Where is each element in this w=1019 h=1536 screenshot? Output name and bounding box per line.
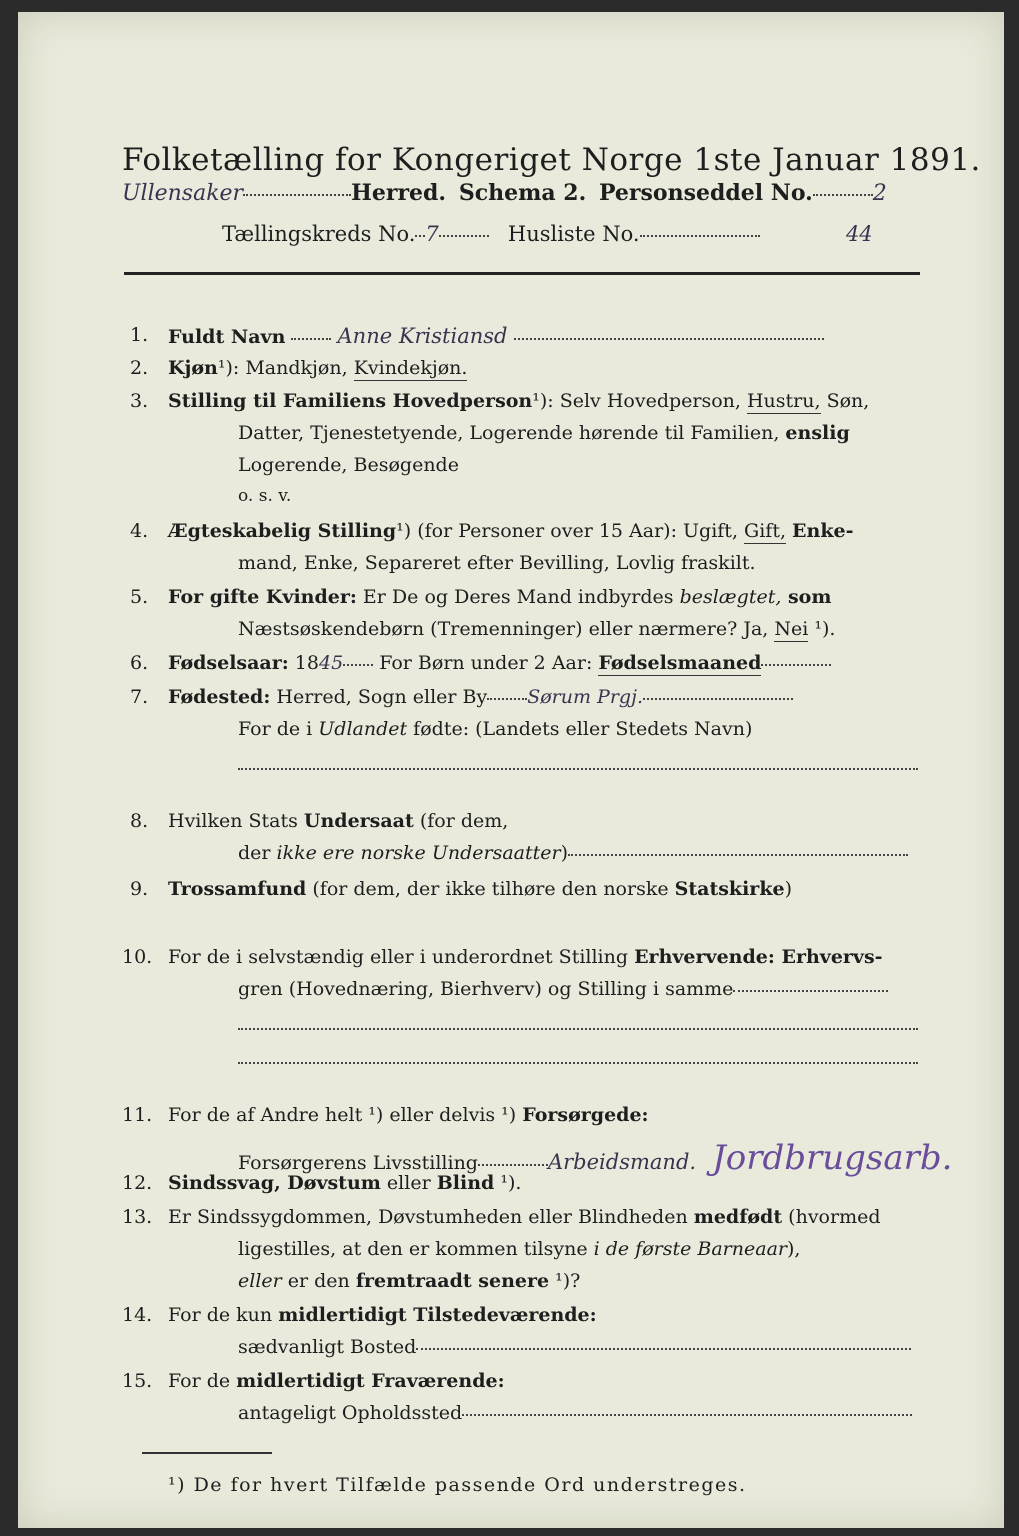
item-10-fill-line-2 — [238, 1062, 918, 1064]
item-10-line2-text: gren (Hovednæring, Bierhverv) og Stilling i samme — [238, 978, 734, 1000]
item-1-value: Anne Kristiansd — [337, 324, 508, 348]
item-2-text: ¹): Mandkjøn, — [217, 357, 354, 379]
item-13-line3-text: er den — [281, 1270, 356, 1292]
item-7-value: Sørum Prgj. — [527, 686, 644, 708]
taellingskreds-value: 7 — [425, 222, 439, 246]
item-14-label: midlertidigt Tilstedeværende: — [278, 1304, 597, 1326]
item-15-line2 — [238, 1402, 912, 1424]
item-number: 3. — [130, 390, 149, 412]
header-rule — [124, 272, 920, 275]
item-10-line2 — [238, 978, 888, 1000]
item-15-text: For de — [168, 1370, 237, 1392]
item-number: 4. — [130, 520, 149, 542]
item-3-line3: Logerende, Besøgende — [238, 454, 459, 476]
item-10-label: Erhvervende: Erhvervs- — [634, 946, 883, 968]
item-number: 10. — [122, 946, 153, 968]
item-10-text: For de i selvstændig eller i underordnet Stilling — [168, 946, 635, 968]
item-7-line2-text: fødte: (Landets eller Stedets Navn) — [407, 718, 753, 740]
item-5-underlined: Nei — [774, 618, 809, 640]
item-2-label: Kjøn — [168, 357, 218, 379]
item-11-value-b: Jordbrugsarb. — [712, 1138, 953, 1178]
item-6-label: Fødselsaar: — [168, 652, 289, 674]
item-3-row — [168, 390, 869, 412]
item-number: 7. — [130, 686, 149, 708]
footnote-rule — [142, 1452, 272, 1454]
item-number: 14. — [122, 1304, 153, 1326]
item-15-line2-text: antageligt Opholdssted — [238, 1402, 463, 1424]
schema-label: Schema 2. — [458, 180, 587, 206]
item-3-line2 — [238, 422, 850, 444]
item-8-label: Undersaat — [303, 810, 414, 832]
item-5-row — [168, 586, 831, 608]
item-4-text: ¹) (for Personer over 15 Aar): Ugift, — [396, 520, 745, 542]
item-7-line2 — [238, 718, 752, 740]
form-title: Folketælling for Kongeriget Norge 1ste Januar 1891. — [122, 142, 981, 178]
item-7-label: Fødested: — [168, 686, 271, 708]
item-9-bold: Statskirke — [674, 878, 785, 900]
item-12-label: Sindssvag, Døvstum — [168, 1172, 381, 1194]
item-7-text: Herred, Sogn eller By — [270, 686, 488, 708]
item-5-line2-end: ¹). — [808, 618, 836, 640]
item-3-label: Stilling til Familiens Hovedperson — [168, 390, 533, 412]
item-4-line2: mand, Enke, Separeret efter Bevilling, Lovlig fraskilt. — [238, 552, 756, 574]
item-3-line4: o. s. v. — [238, 486, 292, 506]
item-number: 15. — [122, 1370, 153, 1392]
item-15-label: midlertidigt Fraværende: — [236, 1370, 505, 1392]
item-number: 2. — [130, 357, 149, 379]
item-9-text: ) — [784, 878, 792, 900]
item-13-line3-italic: eller — [238, 1270, 282, 1292]
item-8-text: Hvilken Stats — [168, 810, 304, 832]
item-13-line3 — [238, 1270, 580, 1292]
item-10-row — [168, 946, 883, 968]
footnote: ¹) De for hvert Tilfælde passende Ord understreges. — [168, 1474, 747, 1496]
item-8-line2-text: der — [238, 842, 277, 864]
item-5-italic: beslægtet, — [679, 586, 782, 608]
item-number: 9. — [130, 878, 149, 900]
header-line-3 — [222, 222, 873, 246]
item-6-text: For Børn under 2 Aar: — [379, 652, 599, 674]
item-2-row — [168, 357, 467, 379]
item-14-line2 — [238, 1336, 911, 1358]
item-number: 8. — [130, 810, 149, 832]
item-number: 11. — [122, 1104, 153, 1126]
item-11-row — [168, 1104, 649, 1126]
item-6-row — [168, 652, 831, 674]
item-6-prefix: 18 — [288, 652, 319, 674]
item-2-underlined: Kvindekjøn. — [353, 357, 468, 379]
item-7-row — [168, 686, 793, 708]
item-8-line2-text: ) — [560, 842, 568, 864]
item-8-row — [168, 810, 508, 832]
personseddel-label: Personseddel No. — [598, 180, 813, 206]
personseddel-value: 2 — [872, 181, 887, 206]
item-15-row — [168, 1370, 505, 1392]
item-13-bold: medfødt — [693, 1206, 783, 1228]
item-number: 1. — [130, 324, 149, 346]
item-13-line2 — [238, 1238, 800, 1260]
item-4-row — [168, 520, 853, 542]
husliste-value: 44 — [845, 222, 873, 246]
item-5-bold: som — [781, 586, 832, 608]
item-1-row — [168, 324, 824, 348]
item-4-underlined: Gift, — [744, 520, 786, 542]
item-5-line2 — [238, 618, 835, 640]
item-1-label: Fuldt Navn — [168, 326, 286, 348]
item-number: 12. — [122, 1172, 153, 1194]
header-line-2 — [122, 180, 887, 206]
item-4-bold: Enke- — [792, 520, 854, 542]
item-13-text: Er Sindssygdommen, Døvstumheden eller Blindheden — [168, 1206, 694, 1228]
item-number: 5. — [130, 586, 149, 608]
item-12-text: ¹). — [494, 1172, 522, 1194]
item-14-line2-text: sædvanligt Bosted — [238, 1336, 417, 1358]
item-13-line3-bold: fremtraadt senere — [355, 1270, 550, 1292]
item-5-line2-text: Næstsøskendebørn (Tremenninger) eller nærmere? Ja, — [238, 618, 775, 640]
item-12-text: eller — [380, 1172, 437, 1194]
item-7-line2-text: For de i — [238, 718, 319, 740]
item-13-line2-text: ligestilles, at den er kommen tilsyne — [238, 1238, 594, 1260]
husliste-label: Husliste No. — [507, 222, 640, 246]
item-3-line2-text: Datter, Tjenestetyende, Logerende hørende til Familien, — [238, 422, 786, 444]
item-6-bold: Fødselsmaaned — [598, 652, 762, 674]
item-12-bold: Blind — [436, 1172, 495, 1194]
item-12-row — [168, 1172, 521, 1194]
item-9-text: (for dem, der ikke tilhøre den norske — [306, 878, 675, 900]
item-3-text: Søn, — [820, 390, 870, 412]
item-3-underlined: Hustru, — [746, 390, 821, 412]
item-13-line3-text: ¹)? — [549, 1270, 581, 1292]
item-13-row — [168, 1206, 881, 1228]
census-form-page — [18, 12, 1004, 1528]
item-13-line2-text: ), — [787, 1238, 801, 1260]
item-8-line2 — [238, 842, 908, 864]
herred-label: Herred. — [351, 180, 447, 206]
item-8-line2-italic: ikke ere norske Undersaatter — [276, 842, 561, 864]
item-number: 13. — [122, 1206, 153, 1228]
item-14-text: For de kun — [168, 1304, 279, 1326]
item-11-text: For de af Andre helt ¹) eller delvis ¹) — [168, 1104, 523, 1126]
item-9-label: Trossamfund — [168, 878, 307, 900]
item-11-value-a: Arbeidsmand. — [547, 1150, 697, 1174]
item-7-line2-italic: Udlandet — [318, 718, 408, 740]
item-11-label: Forsørgede: — [522, 1104, 649, 1126]
item-4-label: Ægteskabelig Stilling — [168, 520, 397, 542]
item-13-text: (hvormed — [782, 1206, 881, 1228]
item-10-fill-line-1 — [238, 1028, 918, 1030]
item-number: 6. — [130, 652, 149, 674]
item-3-line2-end: enslig — [785, 422, 850, 444]
item-3-text: ¹): Selv Hovedperson, — [532, 390, 747, 412]
item-9-row — [168, 878, 792, 900]
item-13-line2-italic: i de første Barneaar — [593, 1238, 787, 1260]
item-7-fill-line — [238, 768, 918, 770]
item-5-text: Er De og Deres Mand indbyrdes — [356, 586, 680, 608]
item-6-value: 45 — [318, 652, 344, 674]
herred-handwriting: Ullensaker — [122, 181, 244, 206]
item-11-line2-text: Forsørgerens Livsstilling — [238, 1152, 478, 1174]
item-8-text: (for dem, — [413, 810, 509, 832]
taellingskreds-label: Tællingskreds No. — [222, 222, 416, 246]
item-14-row — [168, 1304, 597, 1326]
item-5-label: For gifte Kvinder: — [168, 586, 357, 608]
